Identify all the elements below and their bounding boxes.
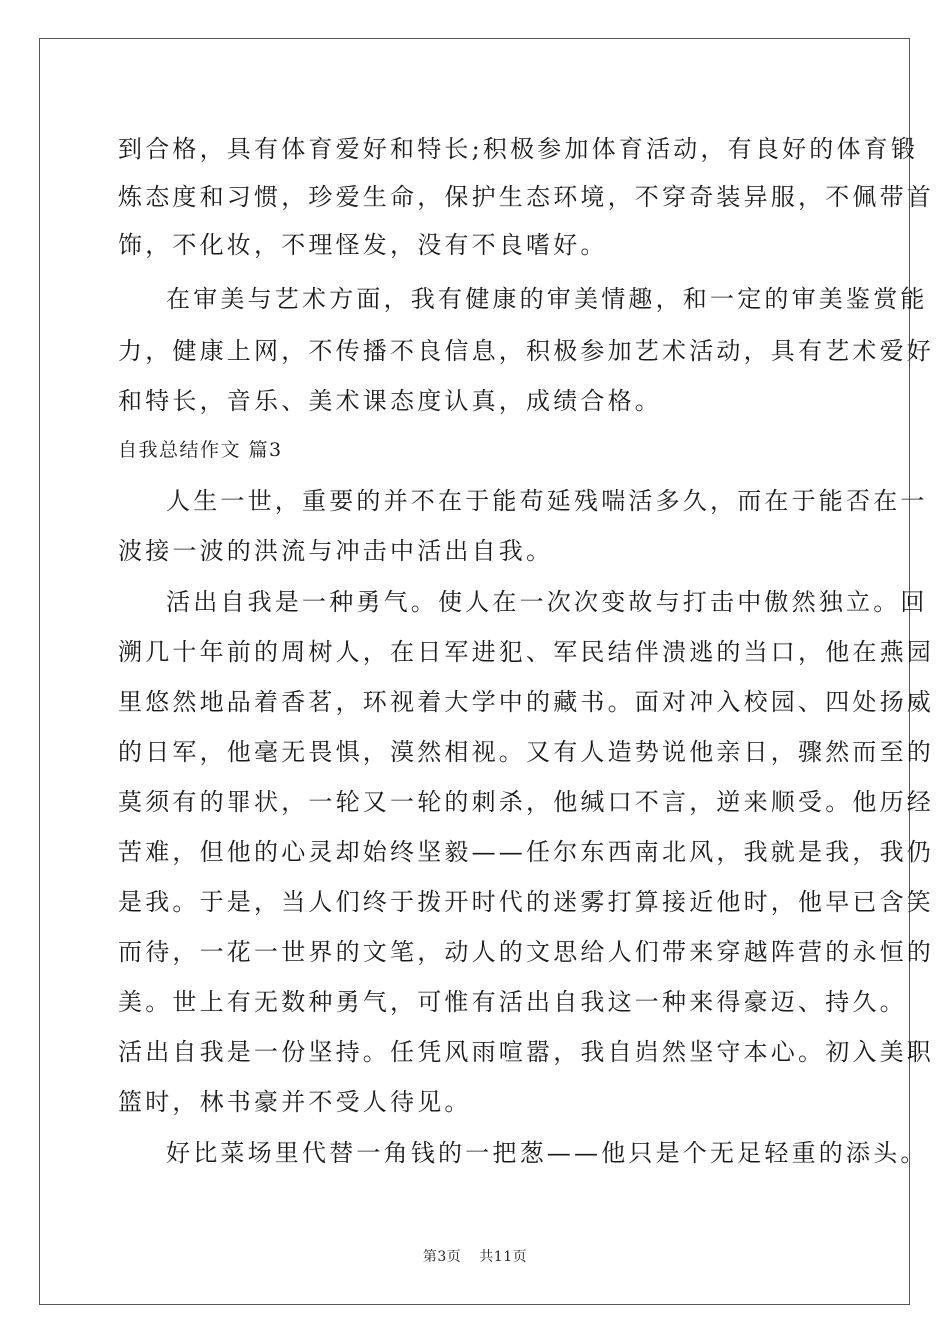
text-line: 是我。于是，当人们终于拨开时代的迷雾打算接近他时，他早已含笑 xyxy=(118,888,934,916)
text-line: 活出自我是一份坚持。任凭风雨喧嚣，我自岿然坚守本心。初入美职 xyxy=(118,1038,934,1066)
text-line: 活出自我是一种勇气。使人在一次次变故与打击中傲然独立。回 xyxy=(166,588,928,616)
text-line: 的日军，他毫无畏惧，漠然相视。又有人造势说他亲日，骤然而至的 xyxy=(118,738,934,766)
text-line: 和特长，音乐、美术课态度认真，成绩合格。 xyxy=(118,387,662,415)
text-line: 炼态度和习惯，珍爱生命，保护生态环境，不穿奇装异服，不佩带首 xyxy=(118,183,934,211)
page-total: 共11页 xyxy=(479,1249,528,1265)
text-line: 篮时，林书豪并不受人待见。 xyxy=(118,1088,472,1116)
text-line: 莫须有的罪状，一轮又一轮的刺杀，他缄口不言，逆来顺受。他历经 xyxy=(118,788,934,816)
text-line: 到合格，具有体育爱好和特长;积极参加体育活动，有良好的体育锻 xyxy=(118,135,919,163)
text-line: 饰，不化妆，不理怪发，没有不良嗜好。 xyxy=(118,231,608,259)
section-heading: 自我总结作文 篇3 xyxy=(118,439,283,461)
text-line: 人生一世，重要的并不在于能苟延残喘活多久，而在于能否在一 xyxy=(166,487,928,515)
text-line: 而待，一花一世界的文笔，动人的文思给人们带来穿越阵营的永恒的 xyxy=(118,938,934,966)
text-line: 美。世上有无数种勇气，可惟有活出自我这一种来得豪迈、持久。 xyxy=(118,988,907,1016)
page-footer xyxy=(0,1246,950,1266)
text-line: 在审美与艺术方面，我有健康的审美情趣，和一定的审美鉴赏能 xyxy=(166,285,928,313)
text-line: 好比菜场里代替一角钱的一把葱——他只是个无足轻重的添头。 xyxy=(166,1139,928,1167)
text-line: 波接一波的洪流与冲击中活出自我。 xyxy=(118,537,554,565)
text-line: 里悠然地品着香茗，环视着大学中的藏书。面对冲入校园、四处扬威 xyxy=(118,688,934,716)
page-number: 第3页 xyxy=(422,1249,462,1265)
text-line: 溯几十年前的周树人，在日军进犯、军民结伴溃逃的当口，他在燕园 xyxy=(118,638,934,666)
text-line: 力，健康上网，不传播不良信息，积极参加艺术活动，具有艺术爱好 xyxy=(118,337,934,365)
text-line: 苦难，但他的心灵却始终坚毅——任尔东西南北风，我就是我，我仍 xyxy=(118,838,934,866)
